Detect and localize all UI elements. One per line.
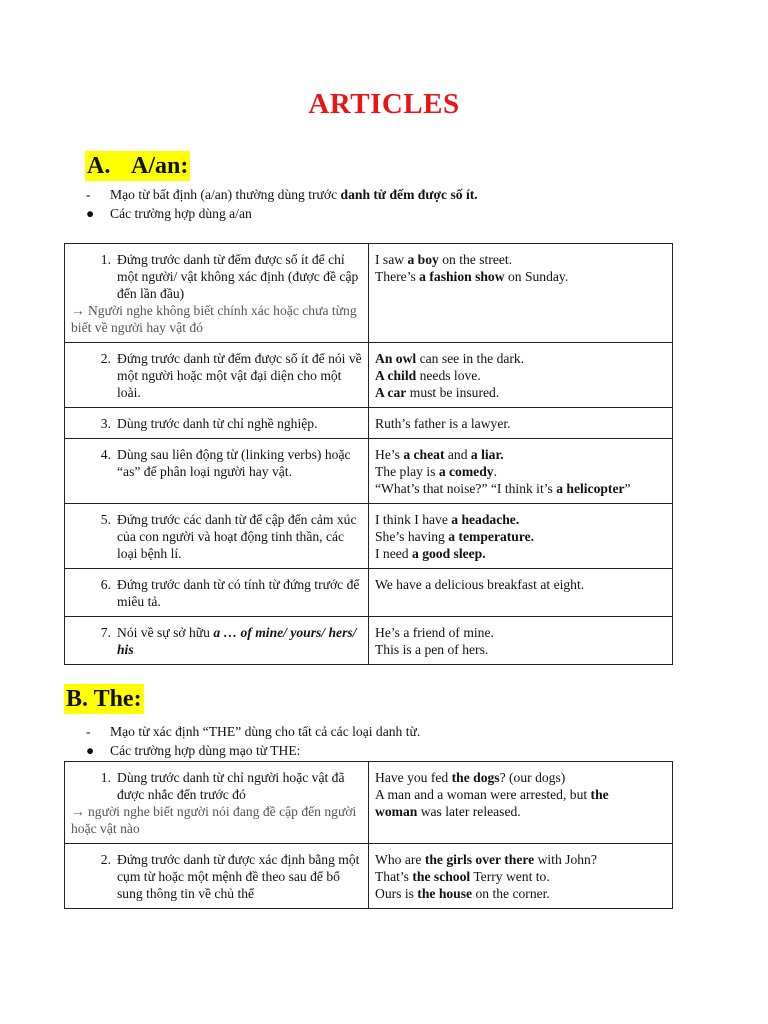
table-row [65, 504, 673, 569]
table-row [65, 569, 673, 617]
example-text: I need [375, 546, 412, 561]
intro-text-plain: Mạo từ bất định (a/an) thường dùng trước [110, 187, 341, 202]
rule-text-plain: Đứng trước danh từ đếm được số ít để chỉ một người/ vật không xác định (được đề cập đến lần đầu) [117, 252, 359, 301]
intro-line [86, 204, 478, 223]
intro-line [86, 741, 420, 760]
example-bold: the girls over there [424, 852, 535, 867]
section-a-title: A/an: [131, 153, 189, 179]
rule-number: 1. [100, 252, 111, 267]
intro-text [110, 185, 478, 204]
example-text: ? (our dogs) [499, 770, 566, 785]
example-line [375, 769, 666, 786]
example-cell [369, 504, 673, 569]
rule-cell [65, 762, 369, 844]
rule-item [71, 576, 362, 610]
example-line [375, 868, 666, 885]
example-bold: a headache. [451, 512, 520, 527]
the-usage-table [64, 761, 673, 909]
example-cell [369, 343, 673, 408]
example-text: That’s [375, 869, 413, 884]
section-b-intro [86, 722, 420, 760]
rule-text [117, 415, 362, 432]
rule-item [71, 624, 362, 658]
example-bold: a cheat [403, 447, 445, 462]
rule-text-plain: Đứng trước danh từ được xác định bằng một cụm từ hoặc một mệnh đề theo sau để bổ sung thông tin về chủ thể [117, 852, 360, 901]
example-text: There’s [375, 269, 420, 284]
example-text: on the corner. [472, 886, 550, 901]
example-bold: the [590, 787, 609, 802]
table-row [65, 844, 673, 909]
example-line [375, 576, 666, 593]
example-line [375, 624, 666, 641]
rule-number: 5. [100, 512, 111, 527]
rule-number: 2. [100, 351, 111, 366]
example-bold: a comedy [438, 464, 494, 479]
rule-text [117, 446, 362, 480]
example-cell [369, 439, 673, 504]
page-title: ARTICLES [308, 88, 460, 120]
a-an-usage-table [64, 243, 673, 665]
rule-cell [65, 617, 369, 665]
rule-cell [65, 408, 369, 439]
rule-number: 7. [100, 625, 111, 640]
rule-item [71, 851, 362, 902]
example-bold: An owl [375, 351, 417, 366]
example-text: needs love. [416, 368, 481, 383]
rule-note: → người nghe biết người nói đang đề cập đến người hoặc vật nào [71, 804, 357, 836]
rule-item [71, 350, 362, 401]
example-text: I saw [375, 252, 408, 267]
intro-line [86, 722, 420, 741]
rule-text-plain: Đứng trước các danh từ để cập đến cảm xúc của con người và hoạt động tinh thần, các loại bệnh lí. [117, 512, 357, 561]
example-bold: the dogs [451, 770, 500, 785]
example-line [375, 545, 666, 562]
table-row [65, 617, 673, 665]
rule-text-bold: a … of mine/ yours/ hers/ his [117, 625, 357, 657]
example-text: He’s a friend of mine. [375, 625, 494, 640]
section-b-heading: B. The: [66, 686, 142, 712]
example-line [375, 885, 666, 902]
rule-text [117, 576, 362, 610]
table-row [65, 762, 673, 844]
intro-text: Các trường hợp dùng mạo từ THE: [110, 743, 301, 758]
example-cell [369, 569, 673, 617]
section-a-heading [85, 151, 190, 181]
example-line [375, 511, 666, 528]
example-text: on Sunday. [504, 269, 569, 284]
rule-number: 6. [100, 577, 111, 592]
example-text: We have a delicious breakfast at eight. [375, 577, 585, 592]
example-bold: a helicopter [556, 481, 625, 496]
example-bold: a boy [407, 252, 439, 267]
example-text: I think I have [375, 512, 452, 527]
table-a-body [65, 244, 673, 665]
example-text: Terry went to. [470, 869, 550, 884]
example-text: The play is [375, 464, 439, 479]
example-text: was later released. [417, 804, 521, 819]
example-line [375, 480, 666, 497]
table-row [65, 343, 673, 408]
section-a-letter: A. [87, 153, 111, 179]
rule-text-plain: Dùng sau liên động từ (linking verbs) hoặc “as” để phân loại người hay vật. [117, 447, 351, 479]
example-line [375, 268, 666, 285]
rule-cell [65, 343, 369, 408]
intro-text-bold: danh từ đếm được số ít. [340, 187, 478, 202]
example-text: He’s [375, 447, 404, 462]
example-text: Who are [375, 852, 425, 867]
example-cell [369, 617, 673, 665]
table-row [65, 439, 673, 504]
example-bold: A car [375, 385, 407, 400]
example-text: must be insured. [406, 385, 500, 400]
example-bold: A child [375, 368, 417, 383]
rule-item [71, 769, 362, 803]
example-line [375, 367, 666, 384]
example-text: with John? [534, 852, 597, 867]
example-line [375, 528, 666, 545]
rule-number: 4. [100, 447, 111, 462]
rule-text [117, 511, 362, 562]
example-line [375, 415, 666, 432]
intro-text: Các trường hợp dùng a/an [110, 206, 252, 221]
rule-text [117, 624, 362, 658]
example-cell [369, 762, 673, 844]
rule-number: 3. [100, 416, 111, 431]
section-a-intro [86, 185, 478, 223]
intro-line [86, 185, 478, 204]
dash-marker: - [86, 724, 91, 739]
example-cell [369, 244, 673, 343]
example-line [375, 803, 666, 820]
example-text: A man and a woman were arrested, but [375, 787, 591, 802]
example-bold: a temperature. [448, 529, 535, 544]
example-line [375, 786, 666, 803]
rule-text-plain: Dùng trước danh từ chỉ nghề nghiệp. [117, 416, 318, 431]
example-text: Have you fed [375, 770, 452, 785]
rule-item [71, 251, 362, 302]
rule-text [117, 851, 362, 902]
example-text: She’s having [375, 529, 449, 544]
rule-note: → Người nghe không biết chính xác hoặc chưa từng biết về người hay vật đó [71, 303, 357, 335]
rule-text [117, 769, 362, 803]
rule-text-plain: Đứng trước danh từ đếm được số ít để nói về một người hoặc một vật đại diện cho một loài. [117, 351, 362, 400]
example-text: on the street. [438, 252, 513, 267]
rule-cell [65, 569, 369, 617]
example-bold: the school [412, 869, 471, 884]
example-text: . [493, 464, 497, 479]
rule-number: 2. [100, 852, 111, 867]
bullet-marker: ● [86, 206, 95, 221]
example-line [375, 641, 666, 658]
example-cell [369, 844, 673, 909]
example-line [375, 446, 666, 463]
table-row [65, 408, 673, 439]
rule-text-plain: Nói về sự sở hữu [117, 625, 214, 640]
example-line [375, 463, 666, 480]
rule-item [71, 511, 362, 562]
example-bold: a fashion show [419, 269, 505, 284]
rule-item [71, 415, 362, 432]
example-line [375, 851, 666, 868]
table-row [65, 244, 673, 343]
rule-cell [65, 504, 369, 569]
example-line [375, 384, 666, 401]
example-text: and [444, 447, 471, 462]
rule-text [117, 251, 362, 302]
rule-text-plain: Dùng trước danh từ chỉ người hoặc vật đã được nhắc đến trước đó [117, 770, 345, 802]
example-text: ” [624, 481, 631, 496]
rule-cell [65, 439, 369, 504]
example-bold: a good sleep. [412, 546, 486, 561]
intro-text: Mạo từ xác định “THE” dùng cho tất cả các loại danh từ. [110, 724, 421, 739]
rule-cell [65, 844, 369, 909]
example-line [375, 251, 666, 268]
example-text: “What’s that noise?” “I think it’s [375, 481, 557, 496]
example-text: can see in the dark. [416, 351, 525, 366]
bullet-marker: ● [86, 743, 95, 758]
example-text: Ruth’s father is a lawyer. [375, 416, 511, 431]
rule-item [71, 446, 362, 480]
dash-marker: - [86, 187, 91, 202]
example-bold: woman [375, 804, 418, 819]
example-bold: a liar. [470, 447, 504, 462]
example-bold: the house [417, 886, 473, 901]
rule-cell [65, 244, 369, 343]
example-cell [369, 408, 673, 439]
example-text: Ours is [375, 886, 418, 901]
table-b-body [65, 762, 673, 909]
example-line [375, 350, 666, 367]
rule-text-plain: Đứng trước danh từ có tính từ đứng trước để miêu tả. [117, 577, 360, 609]
rule-text [117, 350, 362, 401]
example-text: This is a pen of hers. [375, 642, 489, 657]
rule-number: 1. [100, 770, 111, 785]
